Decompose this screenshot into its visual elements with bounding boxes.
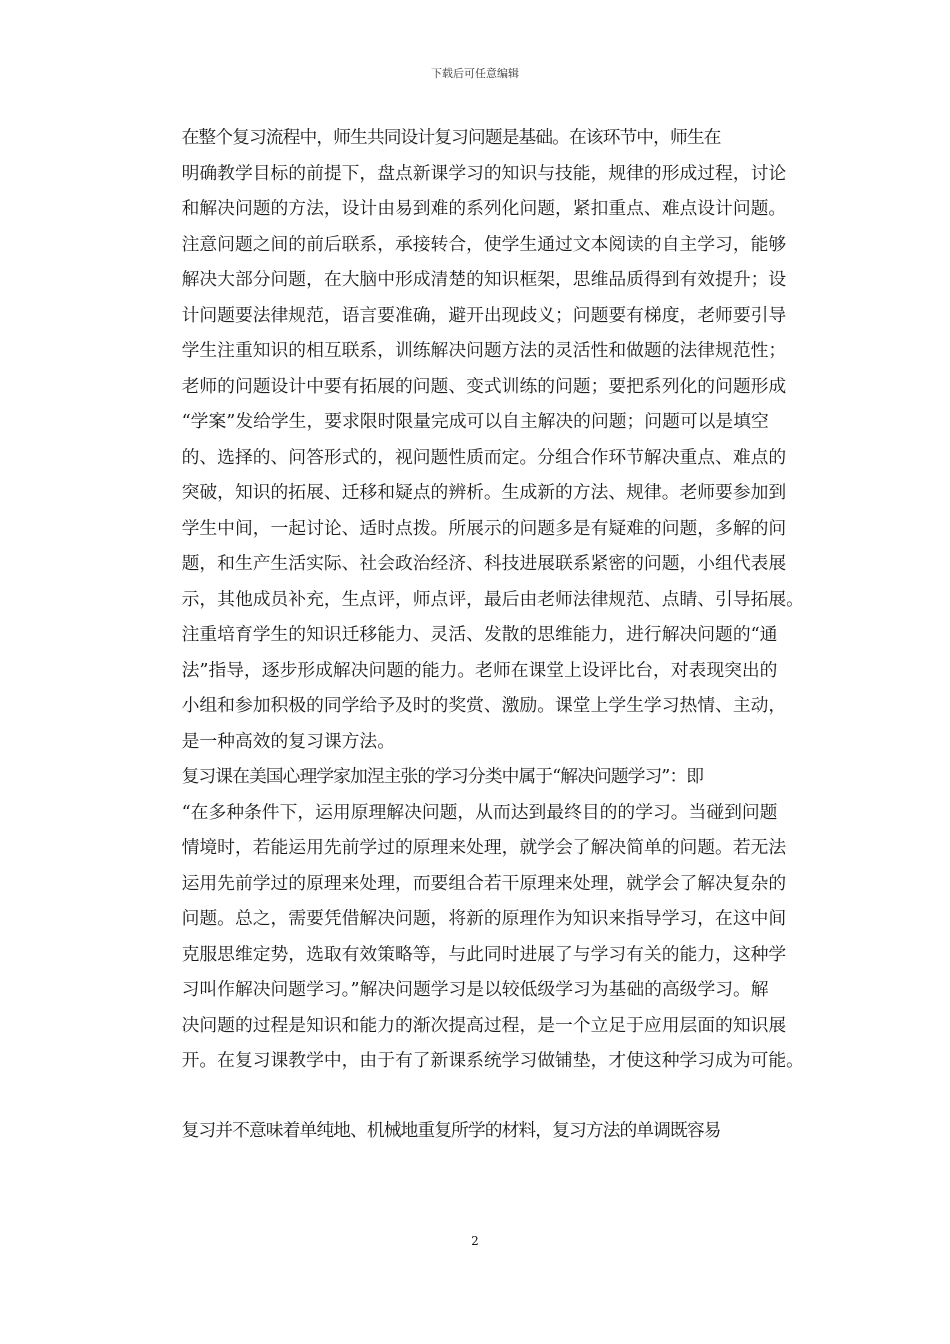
text-line: 解决大部分问题，在大脑中形成清楚的知识框架，思维品质得到有效提升；设: [181, 269, 787, 290]
paragraph-gap: [146, 1079, 822, 1113]
text-line: 习叫作解决问题学习。”解决问题学习是以较低级学习为基础的高级学习。解: [181, 979, 769, 1000]
paragraph-2: [146, 759, 822, 1079]
text-line: 运用先前学过的原理来处理，而要组合若干原理来处理，就学会了解决复杂的: [181, 872, 787, 894]
text-line: 复习并不意味着单纯地、机械地重复所学的材料，复习方法的单调既容易: [181, 1119, 721, 1141]
paragraph-3: [146, 1113, 822, 1149]
text-line: 明确教学目标的前提下，盘点新课学习的知识与技能，规律的形成过程，讨论: [181, 162, 787, 184]
page-number: 2: [471, 1234, 479, 1248]
text-line: 示，其他成员补充，生点评，师点评，最后由老师法律规范、点睛、引导拓展。: [181, 588, 804, 610]
text-line: “在多种条件下，运用原理解决问题，从而达到最终目的的学习。当碰到问题: [181, 801, 778, 823]
text-line: 注重培育学生的知识迁移能力、灵活、发散的思维能力，进行解决问题的“通: [181, 624, 778, 645]
text-line: 情境时，若能运用先前学过的原理来处理，就学会了解决简单的问题。若无法: [181, 837, 787, 858]
paragraph-1: [146, 120, 822, 759]
page-header: 下载后可任意编辑: [431, 67, 519, 80]
text-line: 和解决问题的方法，设计由易到难的系列化问题，紧扣重点、难点设计问题。: [181, 198, 787, 219]
document-body: [146, 120, 822, 1148]
text-line: 突破，知识的拓展、迁移和疑点的辨析。生成新的方法、规律。老师要参加到: [181, 482, 787, 503]
text-line: 问题。总之，需要凭借解决问题，将新的原理作为知识来指导学习，在这中间: [181, 908, 787, 929]
text-line: 计问题要法律规范，语言要准确，避开出现歧义；问题要有梯度，老师要引导: [181, 304, 787, 326]
text-line: 注意问题之间的前后联系，承接转合，使学生通过文本阅读的自主学习，能够: [181, 233, 787, 255]
text-line: 法”指导，逐步形成解决问题的能力。老师在课堂上设评比台，对表现突出的: [181, 659, 778, 681]
text-line: 在整个复习流程中，师生共同设计复习问题是基础。在该环节中，师生在: [181, 127, 721, 148]
text-line: 题，和生产生活实际、社会政治经济、科技进展联系紧密的问题，小组代表展: [181, 553, 787, 574]
text-line: 开。在复习课教学中，由于有了新课系统学习做铺垫，才使这种学习成为可能。: [181, 1050, 804, 1071]
text-line: 克服思维定势，选取有效策略等，与此同时进展了与学习有关的能力，这种学: [181, 943, 787, 965]
text-line: 的、选择的、问答形式的，视问题性质而定。分组合作环节解决重点、难点的: [181, 446, 787, 468]
text-line: 老师的问题设计中要有拓展的问题、变式训练的问题；要把系列化的问题形成: [181, 375, 787, 397]
text-line: 是一种高效的复习课方法。: [181, 730, 395, 752]
text-line: 学生注重知识的相互联系，训练解决问题方法的灵活性和做题的法律规范性；: [181, 340, 787, 361]
text-line: 决问题的过程是知识和能力的渐次提高过程，是一个立足于应用层面的知识展: [181, 1014, 787, 1036]
text-line: 小组和参加积极的同学给予及时的奖赏、激励。课堂上学生学习热情、主动，: [181, 695, 787, 716]
text-line: 复习课在美国心理学家加涅主张的学习分类中属于“解决问题学习”：即: [181, 766, 704, 787]
text-line: 学生中间，一起讨论、适时点拨。所展示的问题多是有疑难的问题，多解的问: [181, 517, 787, 539]
text-line: “学案”发给学生，要求限时限量完成可以自主解决的问题；问题可以是填空: [181, 411, 769, 432]
